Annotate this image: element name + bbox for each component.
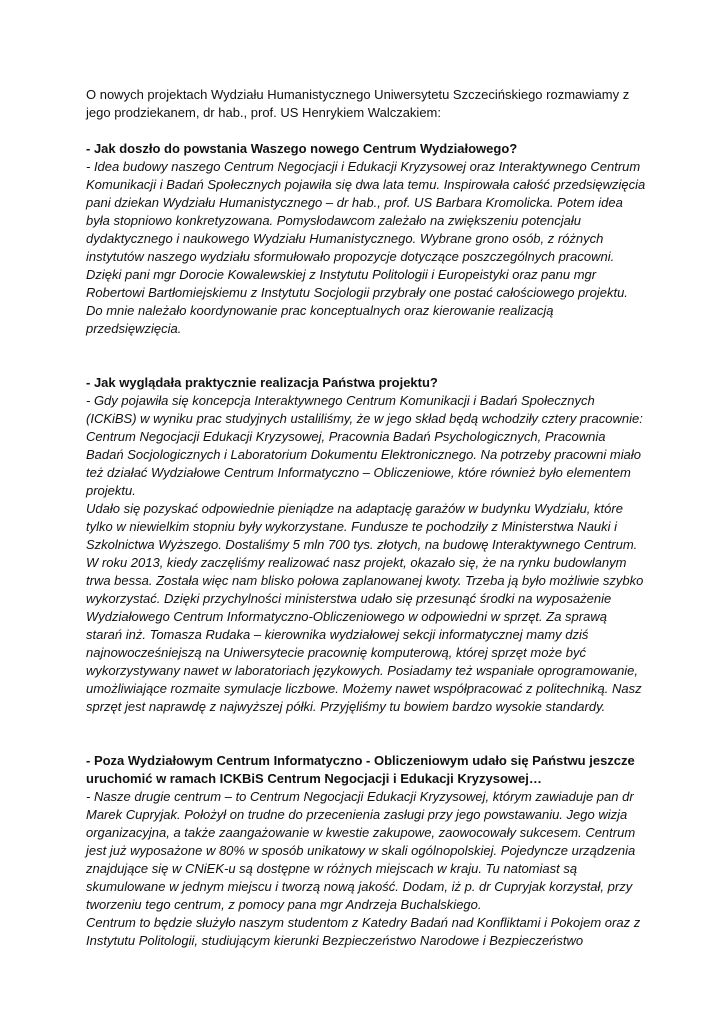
answer-3-paragraph-2: Centrum to będzie służyło naszym studentom z Katedry Badań nad Konfliktami i Pokojem oraz z Instytutu Politologii, studiującym kierunki Bezpieczeństwo Narodowe i Bezpieczeństwo (86, 915, 641, 948)
answer-1-paragraph-1: - Idea budowy naszego Centrum Negocjacji i Edukacji Kryzysowej oraz Interaktywnego Centrum Komunikacji i Badań Społecznych pojawiła się dwa lata temu. Inspirowała całość przedsięwzięcia pani dziekan Wydziału Humanistycznego – dr hab., prof. US Barbara Kromolicka. Potem idea była stopniowo konkretyzowana. Pomysłodawcom zależało na zwiększeniu potencjału dydaktycznego i naukowego Wydziału Humanistycznego. Wybrane grono osób, z różnych instytutów naszego wydziału sformułowało propozycje dotyczące poszczególnych pracowni. Dzięki pani mgr Dorocie Kowalewskiej z Instytutu Politologii i Europeistyki oraz panu mgr Robertowi Bartłomiejskiemu z Instytutu Socjologii przybrały one postać całościowego projektu. Do mnie należało koordynowanie prac konceptualnych oraz kierowanie realizacją przedsięwzięcia. (86, 159, 646, 336)
question-3: - Poza Wydziałowym Centrum Informatyczno - Obliczeniowym udało się Państwu jeszcze uruchomić w ramach ICKBiS Centrum Negocjacji i Edukacji Kryzysowej… (86, 753, 635, 786)
question-2: - Jak wyglądała praktycznie realizacja Państwa projektu? (86, 375, 438, 390)
document-page (86, 86, 646, 950)
answer-3-paragraph-1: - Nasze drugie centrum – to Centrum Negocjacji Edukacji Kryzysowej, którym zawiaduje pan dr Marek Cupryjak. Położył on trudne do przecenienia zasługi przy jego powstawaniu. Jego wizja organizacyjna, a także zaangażowanie w kwestie zakupowe, zaowocowały sukcesem. Centrum jest już wyposażone w 80% w sposób unikatowy w skali ogólnopolskiej. Pojedyncze urządzenia znajdujące się w CNiEK-u są dostępne w różnych miejscach w kraju. Tu natomiast są skumulowane w jednym miejscu i tworzą nową jakość. Dodam, iż p. dr Cupryjak korzystał, przy tworzeniu tego centrum, z pomocy pana mgr Andrzeja Buchalskiego. (86, 789, 636, 912)
answer-2-paragraph-1: - Gdy pojawiła się koncepcja Interaktywnego Centrum Komunikacji i Badań Społecznych (ICKiBS) w wyniku prac studyjnych ustaliliśmy, że w jego skład będą wchodziły cztery pracownie: Centrum Negocjacji Edukacji Kryzysowej, Pracownia Badań Psychologicznych, Pracownia Badań Socjologicznych i Laboratorium Dokumentu Elektronicznego. Na potrzeby pracowni miało też działać Wydziałowe Centrum Informatyczno – Obliczeniowe, które również było elementem projektu. (86, 393, 643, 498)
answer-2-paragraph-2: Udało się pozyskać odpowiednie pieniądze na adaptację garażów w budynku Wydziału, które tylko w niewielkim stopniu były wykorzystane. Fundusze te pochodziły z Ministerstwa Nauki i Szkolnictwa Wyższego. Dostaliśmy 5 mln 700 tys. złotych, na budowę Interaktywnego Centrum. W roku 2013, kiedy zaczęliśmy realizować nasz projekt, okazało się, że na rynku budowlanym trwa bessa. Została więc nam blisko połowa zaplanowanej kwoty. Trzeba ją było możliwie szybko wykorzystać. Dzięki przychylności ministerstwa udało się przesunąć środki na wyposażenie Wydziałowego Centrum Informatyczno-Obliczeniowego w odpowiedni w sprzęt. Za sprawą starań inż. Tomasza Rudaka – kierownika wydziałowej sekcji informatycznej mamy dziś najnowocześniejszą na Uniwersytecie pracownię komputerową, której sprzęt może być wykorzystywany nawet w laboratoriach językowych. Posiadamy też wspaniałe oprogramowanie, umożliwiające rozmaite symulacje liczbowe. Możemy nawet współpracować z politechniką. Nasz sprzęt jest naprawdę z najwyższej półki. Przyjęliśmy tu bowiem bardzo wysokie standardy. (86, 501, 644, 714)
interview-section-1 (86, 140, 646, 338)
intro-paragraph: O nowych projektach Wydziału Humanistycznego Uniwersytetu Szczecińskiego rozmawiamy z jego prodziekanem, dr hab., prof. US Henrykiem Walczakiem: (86, 87, 630, 120)
interview-section-3 (86, 752, 646, 950)
question-1: - Jak doszło do powstania Waszego nowego Centrum Wydziałowego? (86, 141, 518, 156)
interview-section-2 (86, 374, 646, 716)
